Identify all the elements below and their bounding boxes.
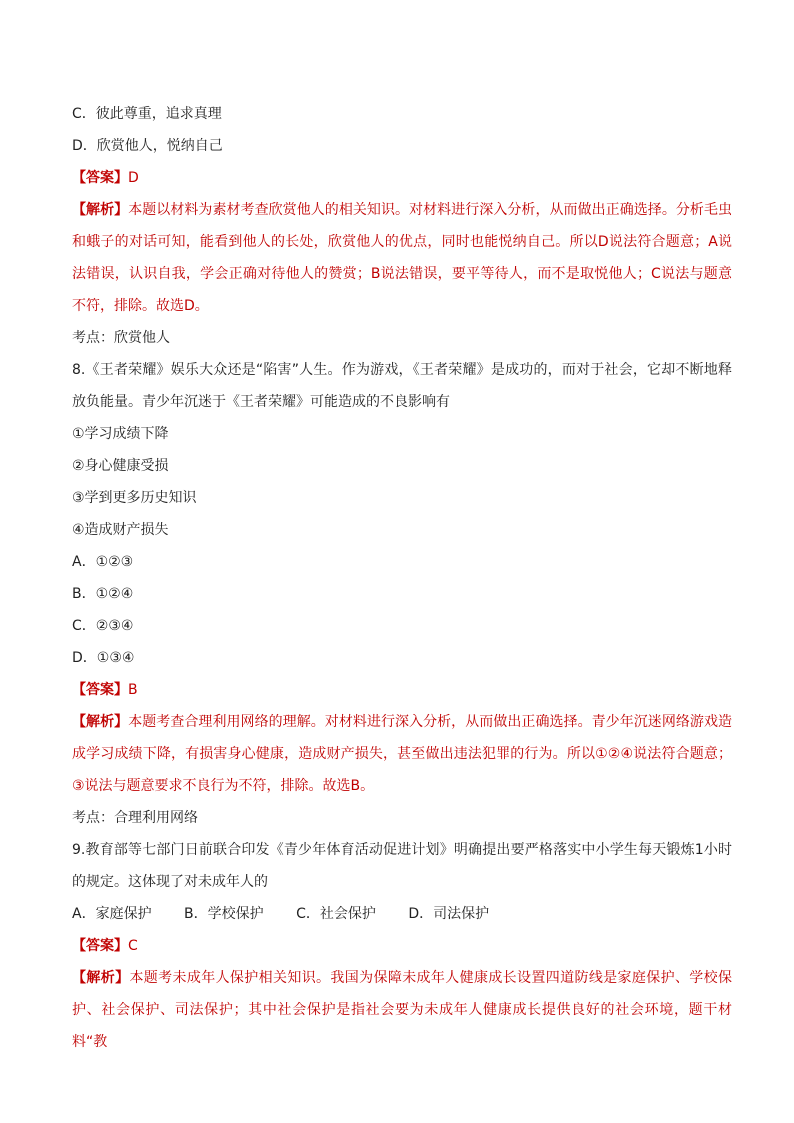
- q9-option-d: D．司法保护: [408, 906, 490, 922]
- q8-analysis: [72, 706, 732, 802]
- document-page: [72, 98, 732, 1058]
- q7-point: 考点：欣赏他人: [72, 330, 170, 346]
- q7-answer: [72, 162, 732, 194]
- answer-value: C: [128, 938, 138, 954]
- q8-item-2: ②身心健康受损: [72, 458, 169, 474]
- analysis-text: 本题考未成年人保护相关知识。我国为保障未成年人健康成长设置四道防线是家庭保护、学校保护、社会保护、司法保护；其中社会保护是指社会要为未成年人健康成长提供良好的社会环境，题干材料“教: [72, 970, 733, 1050]
- q9-options: [72, 898, 732, 930]
- q7-analysis: [72, 194, 732, 322]
- analysis-tag: 【解析】: [72, 970, 130, 986]
- q9-option-b: B．学校保护: [184, 906, 264, 922]
- q9-stem: 9.教育部等七部门日前联合印发《青少年体育活动促进计划》明确提出要严格落实中小学生每天锻炼1小时的规定。这体现了对未成年人的: [72, 842, 732, 890]
- q8-option-c: C．②③④: [72, 618, 134, 634]
- q7-option-d: D．欣赏他人，悦纳自己: [72, 138, 223, 154]
- q8-point: 考点：合理利用网络: [72, 810, 198, 826]
- analysis-text: 本题以材料为素材考查欣赏他人的相关知识。对材料进行深入分析，从而做出正确选择。分析毛虫和蛾子的对话可知，能看到他人的长处，欣赏他人的优点，同时也能悦纳自己。所以D说法符合题意；A说法错误，认识自我，学会正确对待他人的赞赏；B说法错误，要平等待人，而不是取悦他人；C说法与题意不符，排除。故选D。: [72, 202, 733, 314]
- q8-answer: [72, 674, 732, 706]
- q9-analysis: [72, 962, 732, 1058]
- q8-item-3: ③学到更多历史知识: [72, 490, 197, 506]
- q8-stem: 8.《王者荣耀》娱乐大众还是“陷害”人生。作为游戏，《王者荣耀》是成功的，而对于社会，它却不断地释放负能量。青少年沉迷于《王者荣耀》可能造成的不良影响有: [72, 362, 732, 410]
- analysis-text: 本题考查合理利用网络的理解。对材料进行深入分析，从而做出正确选择。青少年沉迷网络游戏造成学习成绩下降，有损害身心健康，造成财产损失，甚至做出违法犯罪的行为。所以①②④说法符合题意；③说法与题意要求不良行为不符，排除。故选B。: [72, 714, 733, 794]
- q9-option-a: A．家庭保护: [72, 906, 152, 922]
- q9-option-c: C．社会保护: [296, 906, 376, 922]
- q8-option-b: B．①②④: [72, 586, 134, 602]
- answer-value: B: [128, 682, 138, 698]
- answer-tag: 【答案】: [72, 938, 128, 954]
- analysis-tag: 【解析】: [72, 202, 129, 218]
- q7-option-c: C．彼此尊重，追求真理: [72, 106, 222, 122]
- q8-option-d: D．①③④: [72, 650, 135, 666]
- q8-item-1: ①学习成绩下降: [72, 426, 169, 442]
- q8-item-4: ④造成财产损失: [72, 522, 169, 538]
- answer-value: D: [128, 170, 139, 186]
- answer-tag: 【答案】: [72, 682, 128, 698]
- q8-option-a: A．①②③: [72, 554, 134, 570]
- answer-tag: 【答案】: [72, 170, 128, 186]
- analysis-tag: 【解析】: [72, 714, 129, 730]
- q9-answer: [72, 930, 732, 962]
